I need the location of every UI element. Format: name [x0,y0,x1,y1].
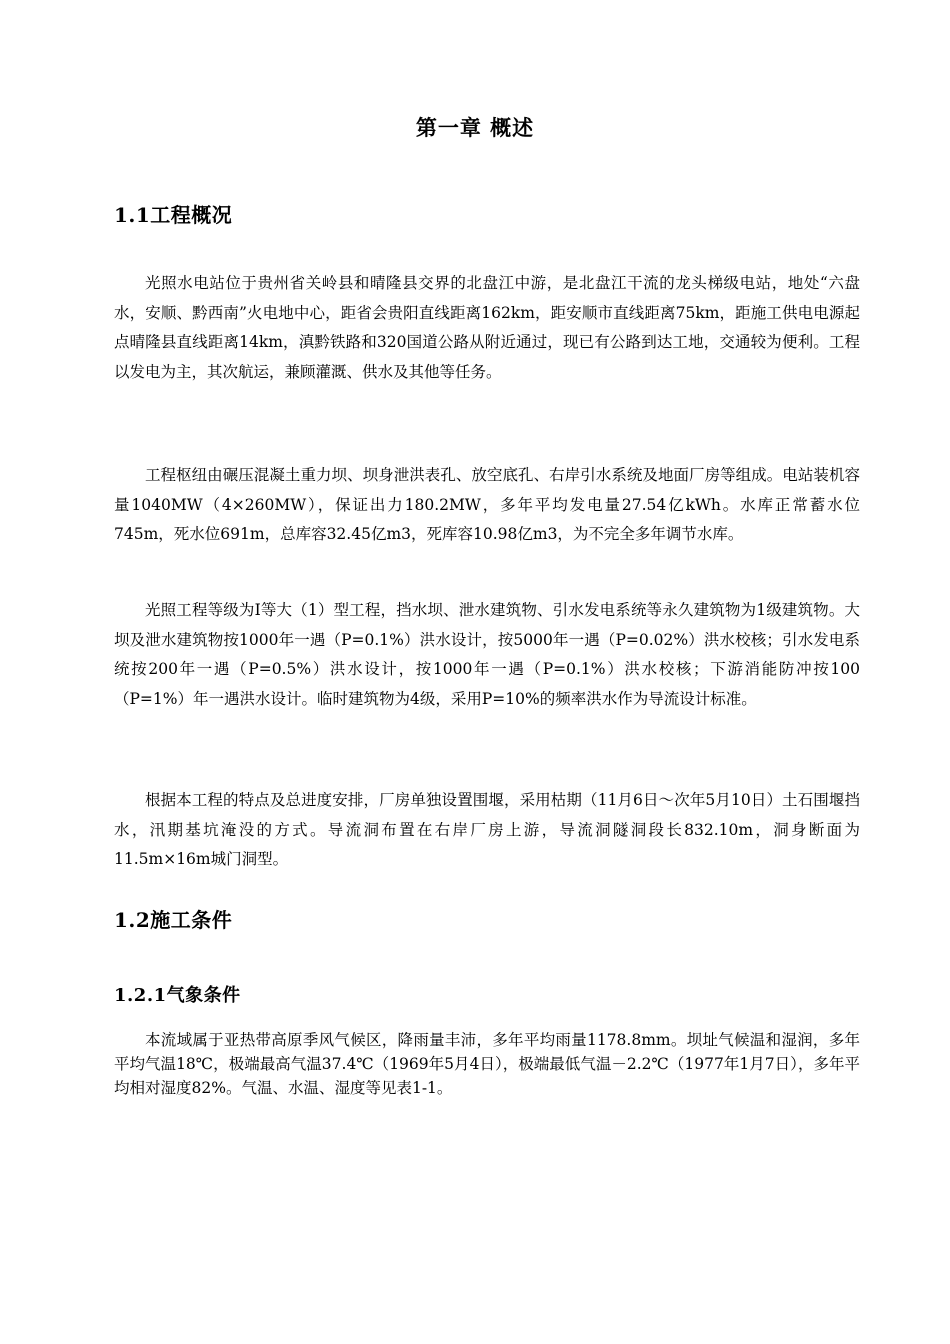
paragraph-project-grade: 光照工程等级为Ⅰ等大（1）型工程，挡水坝、泄水建筑物、引水发电系统等永久建筑物为1级建筑物。大坝及泄水建筑物按1000年一遇（P=0.1%）洪水设计，按5000年一遇（P=0.02%）洪水校核；引水发电系统按200年一遇（P=0.5%）洪水设计，按1000年一遇（P=0.1%）洪水校核；下游消能防冲按100（P=1%）年一遇洪水设计。临时建筑物为4级，采用P=10%的频率洪水作为导流设计标准。 [114,601,860,708]
chapter-title: 第一章 概述 [415,115,535,140]
paragraph-diversion: 根据本工程的特点及总进度安排，厂房单独设置围堰，采用枯期（11月6日～次年5月10日）土石围堰挡水，汛期基坑淹没的方式。导流洞布置在右岸厂房上游，导流洞隧洞段长832.10m，洞身断面为11.5m×16m城门洞型。 [114,791,860,868]
section-heading-1-2: 1.2施工条件 [114,908,233,932]
paragraph-project-layout: 工程枢纽由碾压混凝土重力坝、坝身泄洪表孔、放空底孔、右岸引水系统及地面厂房等组成。电站装机容量1040MW（4×260MW），保证出力180.2MW，多年平均发电量27.54亿kWh。水库正常蓄水位745m，死水位691m，总库容32.45亿m3，死库容10.98亿m3，为不完全多年调节水库。 [114,466,860,543]
paragraph-project-location: 光照水电站位于贵州省关岭县和晴隆县交界的北盘江中游，是北盘江干流的龙头梯级电站，地处“六盘水，安顺、黔西南”火电地中心，距省会贵阳直线距离162km，距安顺市直线距离75km，距施工供电电源起点晴隆县直线距离14km，滇黔铁路和320国道公路从附近通过，现已有公路到达工地，交通较为便利。工程以发电为主，其次航运，兼顾灌溉、供水及其他等任务。 [114,274,860,381]
section-heading-1-1: 1.1工程概况 [114,203,233,227]
section-heading-1-2-1: 1.2.1气象条件 [114,985,241,1006]
paragraph-climate: 本流域属于亚热带高原季风气候区，降雨量丰沛，多年平均雨量1178.8mm。坝址气候温和湿润，多年平均气温18℃，极端最高气温37.4℃（1969年5月4日），极端最低气温－2.2℃（1977年1月7日），多年平均相对湿度82%。气温、水温、湿度等见表1-1。 [114,1031,860,1097]
